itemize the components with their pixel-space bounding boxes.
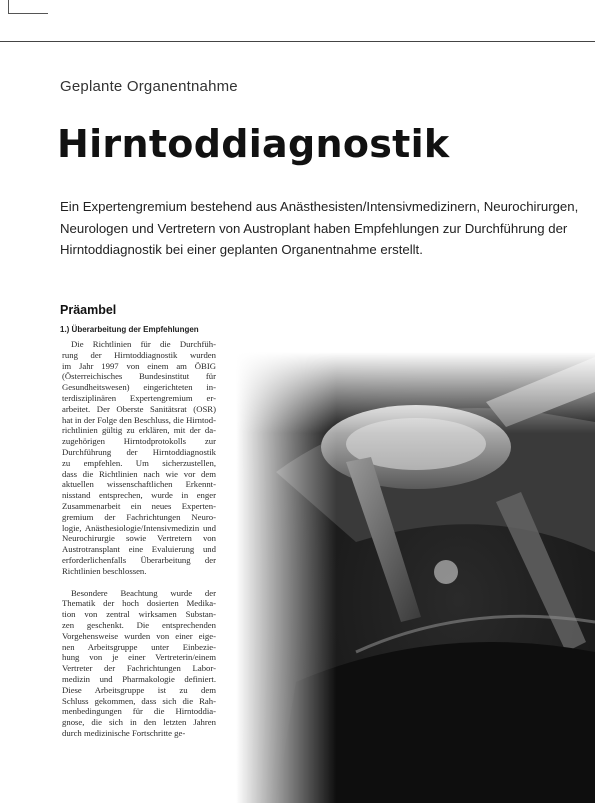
- body-line: hung von je einer Vertreterin/einem: [62, 652, 216, 663]
- body-line: im Jahr 1997 von einem am ÖBIG: [62, 360, 216, 371]
- body-line: erforderlichenfalls Überarbeitung der: [62, 554, 216, 565]
- body-line: Vertreter der Fachrichtungen Labor-: [62, 663, 216, 674]
- body-line: medizin und Pharmakologie definiert.: [62, 673, 216, 684]
- body-line: zen geschenkt. Die entsprechenden: [62, 619, 216, 630]
- body-line: Thematik der hoch dosierten Medika-: [62, 598, 216, 609]
- kicker: Geplante Organentnahme: [60, 78, 238, 95]
- body-line: Austrotransplant eine Evaluierung und: [62, 544, 216, 555]
- lead-line: Ein Expertengremium bestehend aus Anästhesisten/Intensivmedizinern, Neurochirurgen,: [60, 199, 579, 214]
- body-line: Besondere Beachtung wurde der: [71, 587, 216, 598]
- section-title: Präambel: [60, 303, 117, 317]
- body-line: tion von zentral wirksamen Substan-: [62, 609, 216, 620]
- body-column: [62, 339, 216, 739]
- top-crop-mark-horizontal: [8, 13, 48, 14]
- lead-line: Hirntoddiagnostik bei einer geplanten Organentnahme erstellt.: [60, 242, 423, 257]
- body-line: hat in der Folge den Beschluss, die Hirntod-: [62, 414, 216, 425]
- body-line: Zusammenarbeit ein neues Experten-: [62, 500, 216, 511]
- body-line: menbedingungen für die Hirntoddia-: [62, 706, 216, 717]
- body-line: Durchführung der Hirntoddiagnostik: [62, 446, 216, 457]
- header-rule: [0, 41, 595, 42]
- body-line: gnose, die sich in den letzten Jahren: [62, 717, 216, 728]
- body-line: Schluss gekommen, dass sich die Rah-: [62, 695, 216, 706]
- top-crop-mark: [8, 0, 9, 14]
- subsection-heading: 1.) Überarbeitung der Empfehlungen: [60, 325, 199, 334]
- lead-paragraph: [60, 196, 579, 261]
- body-line: rung der Hirntoddiagnostik wurden: [62, 349, 216, 360]
- body-line: aktuellen wissenschaftlichen Erkennt-: [62, 479, 216, 490]
- body-line: richtlinien gültig zu erklären, mit der da-: [62, 425, 216, 436]
- body-line: arbeitet. Der Oberste Sanitätsrat (OSR): [62, 403, 216, 414]
- body-line: Neurochirurgie sowie Vertretern von: [62, 533, 216, 544]
- body-line: nen Arbeitsgruppe unter Einbezie-: [62, 641, 216, 652]
- body-line: nisstand entsprechen, wurde in enger: [62, 490, 216, 501]
- operating-room-photo: [236, 352, 595, 803]
- page-title: Hirntoddiagnostik: [57, 122, 450, 166]
- body-line: Vorgehensweise wurden von einer eige-: [62, 630, 216, 641]
- body-line: logie, Anästhesiologie/Intensivmedizin und: [62, 522, 216, 533]
- body-line: Die Richtlinien für die Durchfüh-: [71, 339, 216, 349]
- body-line: dass die Richtlinien nach wie vor dem: [62, 468, 216, 479]
- body-line: Diese Arbeitsgruppe ist zu dem: [62, 684, 216, 695]
- body-line: (Österreichisches Bundesinstitut für: [62, 371, 216, 382]
- body-line: durch medizinische Fortschritte ge-: [62, 727, 186, 738]
- lead-line: Neurologen und Vertretern von Austroplant haben Empfehlungen zur Durchführung der: [60, 220, 568, 236]
- body-line: zugehörigen Hirntodprotokolls zur: [62, 436, 216, 447]
- body-line: gremium der Fachrichtungen Neuro-: [62, 511, 216, 522]
- body-line: terdisziplinären Expertengremium er-: [62, 392, 216, 403]
- body-line: zu empfehlen. Um sicherzustellen,: [62, 457, 216, 468]
- paragraph-gap: [62, 577, 216, 588]
- body-line: Gesundheitswesen) eingerichteten in-: [62, 382, 216, 393]
- body-line: Richtlinien beschlossen.: [62, 565, 147, 576]
